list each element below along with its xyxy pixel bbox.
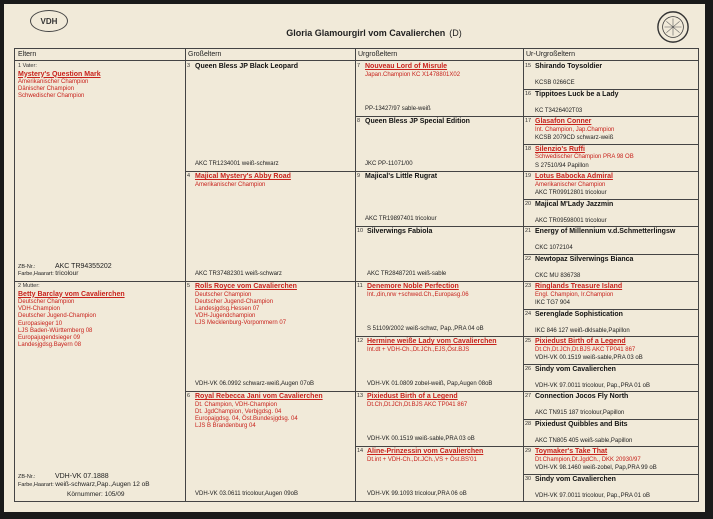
ancestor-title: Schwedischer Champion — [18, 93, 85, 100]
registration-info: VDH-VK 99.1093 tricolour,PRA 06 oB — [367, 490, 467, 497]
ancestor-number: 22 — [525, 255, 532, 262]
ancestor-name: Sindy vom Cavalierchen — [535, 475, 616, 483]
ancestor-name: Nouveau Lord of Misrule — [365, 63, 448, 70]
ancestor-name: Serenglade Sophistication — [535, 310, 623, 318]
ancestor-name: Hermine weiße Lady vom Cavalierchen — [367, 338, 497, 345]
ancestor-name: Connection Jocos Fly North — [535, 393, 629, 400]
registration-info: VDH-VK 00.1519 weiß-sable,PRA 03 oB — [535, 355, 643, 361]
ancestor-name: Majical's Little Rugrat — [365, 173, 438, 180]
registration-info: VDH-VK 00.1519 weiß-sable,PRA 03 oB — [367, 435, 475, 442]
fci-seal-icon — [654, 10, 692, 44]
ancestor-title: Landesjgdsg.Bayern 08 — [18, 342, 82, 349]
registration-info: AKC TR1234001 weiß-schwarz — [195, 160, 279, 167]
ancestor-name: Shirando Toysoldier — [535, 63, 603, 70]
great-great-grandparent-cell — [523, 199, 698, 227]
ancestor-number: 21 — [525, 228, 532, 234]
registration-info: IKC 846 127 weiß-dklsable,Papillon — [535, 327, 630, 334]
zb-label: ZB-Nr.: — [18, 473, 36, 480]
pedigree-document — [4, 4, 705, 512]
great-great-grandparent-cell — [523, 446, 698, 474]
ancestor-title: Int.,din,nrw +schwed.Ch.,Europasg.06 — [367, 291, 469, 298]
ancestor-title: VDH-Jugendchampion — [195, 313, 256, 320]
registration-info: PP-13427/97 sable-weiß — [365, 105, 431, 112]
great-great-grandparent-cell — [523, 474, 698, 502]
ancestor-name: Royal Rebecca Jani vom Cavalierchen — [195, 393, 323, 400]
ancestor-number: 24 — [525, 310, 532, 317]
column-header-great-great-grandparents: Ur-Urgroßeltern — [523, 49, 698, 61]
ancestor-number: 29 — [525, 448, 532, 454]
great-grandparent-cell — [355, 446, 523, 501]
ancestor-title: LJS Baden-Württemberg 08 — [18, 327, 93, 334]
ancestor-number: 23 — [525, 283, 532, 289]
ancestor-number: 6 — [187, 393, 191, 399]
registration-info: KC T3426402T03 — [535, 107, 583, 114]
great-grandparent-cell — [355, 281, 523, 336]
ancestor-title: Dt.Ch,Dt.JCh,Dt.BJS AKC TP041 867 — [367, 401, 468, 408]
ancestor-name: Silverwings Fabiola — [367, 228, 433, 235]
registration-info: AKC TR09598001 tricolour — [535, 217, 607, 224]
registration-info: VDH-VK 97.0011 tricolour, Pap.,PRA 01 oB — [535, 382, 650, 389]
ancestor-name: Majical M'Lady Jazzmin — [535, 200, 614, 208]
ancestor-title: Amerikanischer Champion — [18, 79, 89, 85]
parent-label: 2 Mutter: — [18, 283, 40, 289]
ancestor-name: Mystery's Question Mark — [18, 70, 101, 78]
registration-info: IKC TG7 904 — [535, 300, 570, 306]
ancestor-name: Glasafon Conner — [535, 118, 592, 125]
ancestor-number: 17 — [525, 118, 532, 124]
color-label: Farbe,Haarart: — [18, 481, 54, 488]
ancestor-number: 12 — [357, 338, 364, 344]
pedigree-table — [14, 48, 699, 502]
great-grandparent-cell — [355, 336, 523, 391]
ancestor-title: Int.dt + VDH-Ch.,Dt.JCh.,EJS,Öst.BJS — [367, 346, 470, 353]
ancestor-title: Dt.Ch,Dt.JCh,Dt.BJS AKC TP041 867 — [535, 346, 636, 353]
ancestor-title: LJS B Brandenburg 04 — [195, 423, 256, 430]
registration-info: AKC TR37482301 weiß-schwarz — [195, 270, 282, 277]
zb-number: AKC TR94355202 — [54, 262, 112, 270]
great-great-grandparent-cell — [523, 254, 698, 282]
ancestor-title: Landesjgdsg.Hessen 07 — [195, 305, 260, 312]
registration-info: VDH-VK 98.1460 weiß-zobel, Pap,PRA 99 oB — [535, 465, 657, 471]
ancestor-title: Engl. Champion, Ir.Champion — [535, 291, 614, 298]
ancestor-title: Int. Champion, Jap.Champion — [535, 126, 615, 133]
great-great-grandparent-cell — [523, 309, 698, 337]
ancestor-title: LJS Mecklenburg-Vorpommern 07 — [195, 320, 287, 327]
registration-info: VDH-VK 03.0611 tricolour,Augen 09oB — [195, 490, 298, 497]
koer-label: Körnummer: — [67, 490, 103, 498]
parent-cell — [15, 61, 185, 281]
great-great-grandparent-cell — [523, 61, 698, 89]
zb-number: VDH-VK 07.1888 — [54, 472, 109, 480]
ancestor-name: Energy of Millennium v.d.Schmetterlingsw — [535, 228, 676, 235]
ancestor-name: Silenzio's Ruffi — [535, 145, 585, 153]
ancestor-title: Amerikanischer Champion — [195, 181, 266, 188]
ancestor-name: Majical Mystery's Abby Road — [195, 173, 291, 180]
parent-cell — [15, 281, 185, 501]
ancestor-name: Ringlands Treasure Island — [535, 283, 623, 290]
ancestor-name: Newtopaz Silverwings Bianca — [535, 255, 634, 263]
great-great-grandparent-cell — [523, 89, 698, 117]
grandparent-cell — [185, 391, 355, 501]
great-grandparent-cell — [355, 391, 523, 446]
ancestor-title: VDH-Champion — [18, 306, 61, 313]
great-great-grandparent-cell — [523, 144, 698, 172]
registration-info: AKC TR09912801 tricolour — [535, 190, 607, 196]
registration-info: JKC PP-11071/00 — [365, 160, 413, 167]
color-label: Farbe,Haarart: — [18, 270, 54, 277]
great-grandparent-cell — [355, 226, 523, 281]
ancestor-title: Europasieger 10 — [18, 320, 63, 327]
grandparent-cell — [185, 281, 355, 391]
great-great-grandparent-cell — [523, 419, 698, 447]
registration-info: KCSB 0266CE — [535, 80, 575, 86]
great-grandparent-cell — [355, 116, 523, 171]
vdh-logo: VDH — [30, 10, 68, 32]
ancestor-number: 7 — [357, 63, 361, 69]
great-great-grandparent-cell — [523, 364, 698, 392]
ancestor-title: Schwedischer Champion PRA 98 OB — [535, 154, 634, 160]
column-header-parents: Eltern — [15, 49, 185, 61]
ancestor-name: Lotus Babocka Admiral — [535, 173, 613, 180]
ancestor-number: 16 — [525, 90, 532, 97]
column-header-grandparents: Großeltern — [185, 49, 355, 61]
ancestor-name: Rolls Royce vom Cavalierchen — [195, 283, 297, 290]
ancestor-title: Dt. JgdChampion, Verbjgdsg. 04 — [195, 408, 282, 415]
ancestor-name: Queen Bless JP Special Edition — [365, 118, 470, 125]
ancestor-number: 25 — [525, 338, 532, 344]
ancestor-title: Deutscher Jugend-Champion — [195, 298, 274, 305]
great-great-grandparent-cell — [523, 391, 698, 419]
registration-info: CKC 1072104 — [535, 245, 573, 251]
ancestor-number: 4 — [187, 173, 191, 179]
ancestor-number: 10 — [357, 228, 364, 234]
registration-info: VDH-VK 01.0809 zobel-weiß, Pap,Augen 08oB — [367, 380, 493, 387]
registration-info: KCSB 2079CD schwarz-weiß — [535, 135, 614, 141]
ancestor-number: 28 — [525, 420, 532, 427]
registration-info: VDH-VK 06.0992 schwarz-weiß,Augen 07oB — [195, 380, 315, 387]
ancestor-number: 27 — [525, 393, 532, 399]
registration-info: S 27510/94 Papillon — [535, 162, 589, 169]
ancestor-number: 18 — [525, 145, 532, 152]
ancestor-number: 26 — [525, 365, 532, 372]
registration-info: AKC TN915 187 tricolour,Papillon — [535, 410, 625, 416]
ancestor-title: Deutscher Jugend-Champion — [18, 313, 97, 320]
ancestor-number: 19 — [525, 173, 532, 179]
ancestor-title: Europajgdsg. 04, Öst.Bundesjgdsg. 04 — [195, 415, 298, 422]
grandparent-cell — [185, 61, 355, 171]
ancestor-number: 9 — [357, 173, 361, 179]
ancestor-title: Deutscher Champion — [18, 299, 75, 305]
ancestor-number: 3 — [187, 63, 191, 69]
ancestor-name: Sindy vom Cavalierchen — [535, 365, 616, 373]
great-great-grandparent-cell — [523, 281, 698, 309]
parent-label: 1 Vater: — [18, 63, 37, 69]
registration-info: CKC MU 836738 — [535, 272, 581, 279]
ancestor-name: Denemore Noble Perfection — [367, 283, 459, 290]
ancestor-number: 30 — [525, 475, 532, 482]
ancestor-name: Pixiedust Quibbles and Bits — [535, 420, 628, 428]
ancestor-title: Dt.Champion,Dt.JgdCh., DKK 20930/97 — [535, 456, 641, 463]
great-great-grandparent-cell — [523, 171, 698, 199]
koer-number: 105/09 — [104, 490, 125, 498]
ancestor-title: Japan.Champion KC X1478801X02 — [365, 71, 461, 78]
registration-info: AKC TR19897401 tricolour — [365, 215, 437, 222]
ancestor-number: 8 — [357, 118, 361, 124]
ancestor-number: 14 — [357, 448, 364, 454]
ancestor-name: Pixiedust Birth of a Legend — [535, 338, 626, 345]
registration-info: VDH-VK 97.0011 tricolour, Pap.,PRA 01 oB — [535, 492, 650, 499]
zb-label: ZB-Nr.: — [18, 263, 36, 270]
ancestor-name: Queen Bless JP Black Leopard — [195, 63, 298, 70]
ancestor-number: 15 — [525, 63, 532, 69]
great-great-grandparent-cell — [523, 116, 698, 144]
great-grandparent-cell — [355, 61, 523, 116]
great-great-grandparent-cell — [523, 226, 698, 254]
great-great-grandparent-cell — [523, 336, 698, 364]
dog-name: Gloria Glamourgirl vom Cavalierchen — [286, 28, 446, 38]
ancestor-name: Tippitoes Luck be a Lady — [535, 90, 619, 98]
ancestor-number: 20 — [525, 200, 532, 207]
great-grandparent-cell — [355, 171, 523, 226]
page-title — [224, 28, 524, 38]
ancestor-title: Deutscher Champion — [195, 291, 252, 298]
coat-color: weiß-schwarz,Pap.,Augen 12 oB — [55, 480, 150, 488]
grandparent-cell — [185, 171, 355, 281]
ancestor-title: Europajugendsieger 09 — [18, 335, 81, 342]
registration-info: S 51109/2002 weiß-schwz, Pap.,PRA 04 oB — [367, 325, 484, 332]
ancestor-name: Pixiedust Birth of a Legend — [367, 393, 458, 400]
ancestor-number: 11 — [357, 283, 363, 289]
ancestor-title: Amerikanischer Champion — [535, 181, 606, 188]
registration-info: AKC TN805 405 weiß-sable,Papillon — [535, 437, 633, 444]
ancestor-name: Aline-Prinzessin vom Cavalierchen — [367, 448, 484, 455]
ancestor-name: Toymaker's Take That — [535, 448, 608, 455]
ancestor-number: 13 — [357, 393, 364, 399]
ancestor-title: Dt. Champion, VDH-Champion — [195, 401, 278, 408]
registration-info: AKC TR28487201 weiß-sable — [367, 270, 447, 277]
coat-color: tricolour — [55, 269, 79, 277]
column-header-great-grandparents: Urgroßeltern — [355, 49, 523, 61]
ancestor-number: 5 — [187, 283, 191, 289]
ancestor-title: Dt.int + VDH-Ch.,Dt.JCh.,VS + Öst.BS'01 — [367, 456, 477, 463]
ancestor-title: Dänischer Champion — [18, 86, 75, 93]
ancestor-name: Betty Barclay vom Cavalierchen — [18, 290, 125, 298]
country-code: (D) — [449, 28, 462, 38]
